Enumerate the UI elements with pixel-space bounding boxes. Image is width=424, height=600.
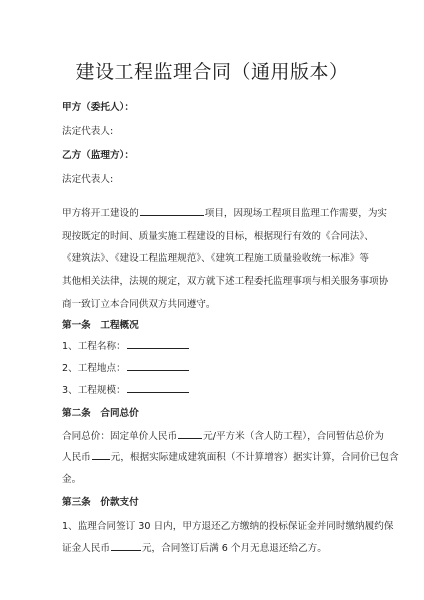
project-name-item: [62, 338, 190, 352]
article-3-heading: 第三条 价款支付: [62, 497, 139, 508]
project-name-label: 1、工程名称：: [62, 341, 126, 352]
preamble-text: 项目，因现场工程项目监理工作需要，为实: [204, 208, 388, 219]
party-a-representative: 法定代表人:: [62, 126, 114, 137]
party-b-label: 乙方（监理方）：: [62, 150, 134, 161]
project-scale-blank: [127, 383, 189, 393]
article-3-line-2: [62, 540, 327, 554]
total-price-blank: [92, 450, 110, 460]
unit-price-blank: [178, 429, 202, 439]
article-1-heading: 第一条 工程概况: [62, 320, 139, 331]
preamble-text: 甲方将开工建设的: [62, 208, 139, 219]
project-scale-label: 3、工程规模：: [62, 385, 126, 396]
preamble-line-2: 现按既定的时间、质量实施工程建设的目标，根据现行有效的《合同法》、: [62, 231, 374, 242]
article-2-line-1: [62, 428, 384, 442]
project-name-blank: [140, 206, 204, 216]
party-b-representative: 法定代表人:: [62, 174, 114, 185]
preamble-line-1: [62, 205, 387, 219]
deposit-amount-blank: [111, 541, 141, 551]
project-location-label: 2、工程地点：: [62, 363, 126, 374]
article-3-text: 元，合同签订后满 6 个月无息退还给乙方。: [141, 543, 327, 554]
party-a-label: 甲方（委托人）：: [62, 102, 134, 113]
preamble-line-3: 《建筑法》、《建设工程监理规范》、《建筑工程施工质量验收统一标准》等: [62, 253, 369, 264]
preamble-line-4: 其他相关法律，法规的规定，双方就下述工程委托监理事项与相关服务事项协: [62, 276, 389, 287]
project-scale-item: [62, 382, 190, 396]
project-name-field-blank: [127, 339, 189, 349]
article-2-text: 元/平方米（含人防工程），合同暂估总价为: [203, 431, 384, 442]
document-title: 建设工程监理合同（通用版本）: [75, 61, 349, 83]
project-location-blank: [127, 361, 189, 371]
article-2-text: 人民币: [62, 452, 91, 463]
preamble-line-5: 商一致订立本合同供双方共同遵守。: [62, 299, 216, 310]
article-2-text: 元，根据实际建成建筑面积（不计算增容）据实计算，合同价已包含: [110, 452, 399, 463]
article-2-line-2: [62, 449, 399, 463]
article-3-text: 证金人民币: [62, 543, 110, 554]
article-2-line-3: 金。: [62, 474, 82, 485]
article-2-heading: 第二条 合同总价: [62, 408, 139, 419]
article-3-line-1: 1、监理合同签订 30 日内，甲方退还乙方缴纳的投标保证金并同时缴纳履约保: [62, 521, 394, 532]
project-location-item: [62, 360, 190, 374]
article-2-text: 合同总价：固定单价人民币: [62, 431, 178, 442]
